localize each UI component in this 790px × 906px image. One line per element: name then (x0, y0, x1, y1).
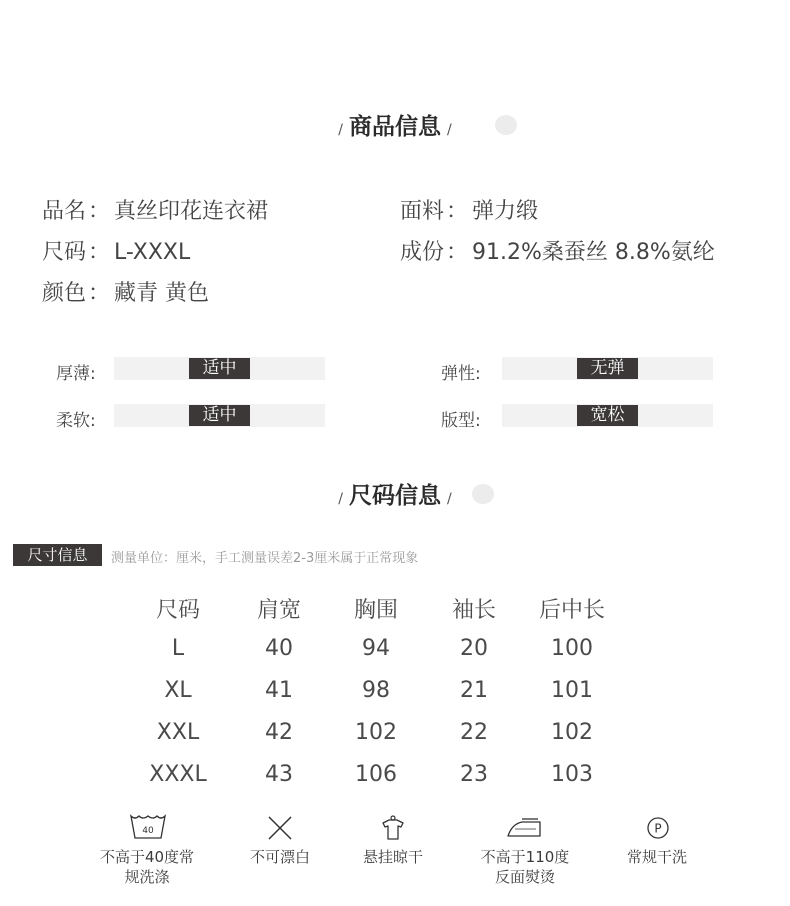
table-cell: 102 (551, 720, 593, 745)
prop-label-elasticity: 弹性: (441, 364, 481, 384)
table-cell: 102 (355, 720, 397, 745)
table-cell: 43 (265, 762, 293, 787)
prop-value-softness: 适中 (189, 405, 250, 426)
table-cell: 20 (460, 636, 488, 661)
info-color: 颜色： 藏青 黄色 (42, 281, 210, 306)
size-info-tag: 尺寸信息 (13, 544, 102, 566)
table-cell: 22 (460, 720, 488, 745)
product-info-title: / 商品信息 / (338, 114, 452, 140)
prop-label-fit: 版型: (441, 411, 481, 431)
table-cell: XXXL (149, 762, 207, 787)
info-fabric: 面料： 弹力缎 (400, 199, 539, 224)
table-cell: 41 (265, 678, 293, 703)
table-cell: 42 (265, 720, 293, 745)
care-label-dry: 悬挂晾干 (362, 848, 423, 866)
decor-dot-1 (495, 115, 517, 135)
prop-value-thickness: 适中 (189, 358, 250, 379)
table-cell: XL (164, 678, 192, 703)
table-cell: 98 (362, 678, 390, 703)
product-info-title-text: 商品信息 (349, 114, 441, 140)
prop-value-elasticity: 无弹 (577, 358, 638, 379)
iron-icon (506, 815, 544, 839)
table-cell: 40 (265, 636, 293, 661)
prop-bar-elasticity (502, 357, 713, 380)
hang-dry-icon (379, 814, 407, 842)
table-cell: 23 (460, 762, 488, 787)
prop-value-fit: 宽松 (577, 405, 638, 426)
care-label-dryclean: 常规干洗 (626, 848, 687, 866)
prop-bar-thickness (114, 357, 325, 380)
prop-bar-fit (502, 404, 713, 427)
prop-bar-softness (114, 404, 325, 427)
table-cell: 103 (551, 762, 593, 787)
prop-label-thickness: 厚薄: (56, 364, 96, 384)
header-shoulder: 肩宽 (256, 598, 301, 623)
table-cell: 106 (355, 762, 397, 787)
care-label-bleach: 不可漂白 (249, 848, 310, 866)
size-info-title: / 尺码信息 / (338, 483, 452, 509)
no-bleach-icon (267, 815, 293, 841)
info-name: 品名： 真丝印花连衣裙 (42, 199, 269, 224)
wash-40-icon (129, 813, 167, 841)
care-label-iron: 不高于110度 反面熨烫 (480, 848, 570, 886)
info-size: 尺码： L-XXXL (42, 240, 191, 265)
table-cell: 21 (460, 678, 488, 703)
header-sleeve: 袖长 (451, 598, 496, 623)
table-cell: 94 (362, 636, 390, 661)
svg-text:40: 40 (142, 826, 154, 836)
table-cell: 100 (551, 636, 593, 661)
size-measure-note: 测量单位：厘米，手工测量误差2-3厘米属于正常现象 (111, 551, 419, 566)
decor-dot-2 (472, 484, 494, 504)
table-cell: 101 (551, 678, 593, 703)
info-composition: 成份： 91.2%桑蚕丝 8.8%氨纶 (400, 240, 715, 265)
size-info-title-text: 尺码信息 (349, 483, 441, 509)
dry-clean-icon (646, 816, 670, 840)
svg-text:P: P (654, 821, 662, 836)
prop-label-softness: 柔软: (56, 411, 96, 431)
table-cell: XXL (156, 720, 200, 745)
table-cell: L (171, 636, 185, 661)
header-back-length: 后中长 (538, 598, 605, 623)
header-bust: 胸围 (353, 598, 398, 623)
care-label-wash: 不高于40度常 规洗涤 (99, 848, 195, 886)
header-size: 尺码 (155, 598, 200, 623)
